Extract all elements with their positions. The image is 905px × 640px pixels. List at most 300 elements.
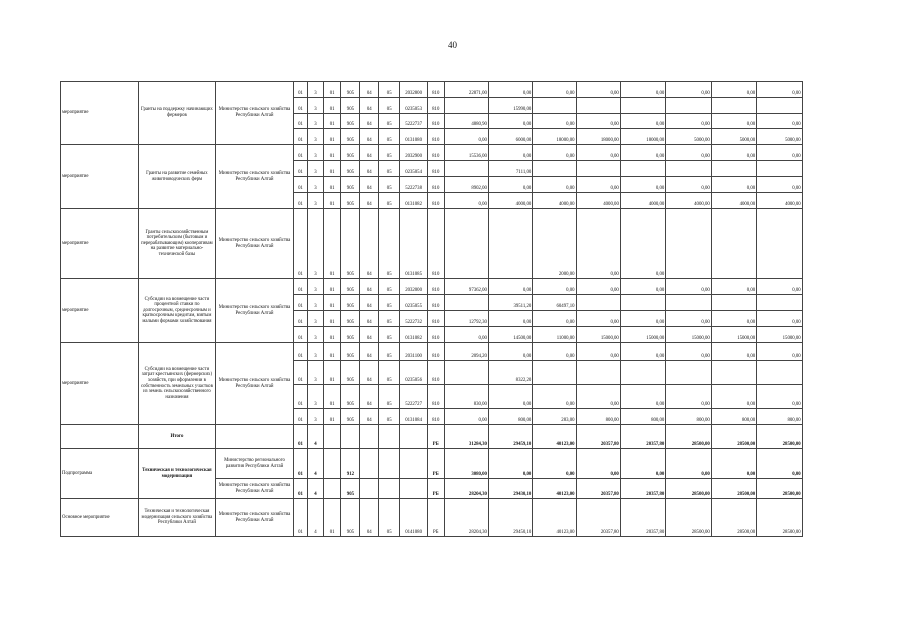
code-cell: 3 <box>308 385 324 409</box>
value-cell: 0,00 <box>757 82 802 98</box>
code-cell: 01 <box>293 425 307 449</box>
code-cell: 01 <box>293 361 307 385</box>
value-cell: 0,00 <box>666 177 711 193</box>
responsible-ministry: Министерство сельского хозяйства Республики Алтай <box>216 279 294 343</box>
code-cell: 3 <box>308 279 324 295</box>
code-cell: 01 <box>293 129 307 145</box>
value-cell: 29450,10 <box>488 499 532 537</box>
code-cell: 01 <box>293 479 307 499</box>
code-cell: 01 <box>293 193 307 209</box>
value-cell: 0,00 <box>444 409 488 425</box>
code-cell: 04 <box>360 361 379 385</box>
code-cell: 810 <box>427 129 444 145</box>
code-cell: 2032900 <box>400 145 428 161</box>
value-cell: 0,00 <box>620 145 665 161</box>
code-cell: 01 <box>323 279 341 295</box>
value-cell <box>711 361 756 385</box>
code-cell: 01 <box>323 499 341 537</box>
code-cell: 04 <box>360 385 379 409</box>
value-cell: 97362,00 <box>444 279 488 295</box>
row-title: Гранты на развитие семейных животноводческих ферм <box>138 145 216 209</box>
code-cell: 01 <box>293 385 307 409</box>
value-cell: 0,00 <box>576 449 620 479</box>
code-cell: 05 <box>379 343 400 361</box>
code-cell: 01 <box>323 209 341 279</box>
value-cell: 0,00 <box>533 279 576 295</box>
code-cell: 01 <box>293 449 307 479</box>
value-cell: 29459,10 <box>488 425 532 449</box>
table-row <box>61 145 845 161</box>
value-cell <box>576 295 620 311</box>
value-cell <box>620 161 665 177</box>
value-cell: 15000,00 <box>576 327 620 343</box>
value-cell: 0,00 <box>533 311 576 327</box>
value-cell: 800,00 <box>620 409 665 425</box>
code-cell: 905 <box>341 327 360 343</box>
value-cell: 28500,00 <box>757 425 802 449</box>
value-cell <box>711 161 756 177</box>
value-cell: 0,00 <box>488 449 532 479</box>
code-cell: РБ <box>427 479 444 499</box>
value-cell: 0,00 <box>711 343 756 361</box>
responsible-ministry: Министерство сельского хозяйства Республики Алтай <box>216 499 294 537</box>
value-cell: 0,00 <box>576 145 620 161</box>
value-cell: 28500,00 <box>757 499 802 537</box>
row-title: Итого <box>138 425 216 449</box>
value-cell: 6000,00 <box>488 129 532 145</box>
code-cell: 01 <box>323 343 341 361</box>
code-cell: 3 <box>308 311 324 327</box>
code-cell <box>400 479 428 499</box>
code-cell: 4 <box>308 449 324 479</box>
row-title: Гранты сельскохозяйственным потребительским (бытовым и перерабатывающим) кооперативам на развитие материально-технической базы <box>138 209 216 279</box>
value-cell: 11000,00 <box>533 327 576 343</box>
value-cell: 4000,00 <box>711 193 756 209</box>
value-cell: 0,00 <box>576 177 620 193</box>
code-cell: 905 <box>341 98 360 114</box>
value-cell: 0,00 <box>757 311 802 327</box>
code-cell: 3 <box>308 114 324 129</box>
value-cell: 0,00 <box>533 177 576 193</box>
code-cell: 3 <box>308 129 324 145</box>
code-cell: 04 <box>360 114 379 129</box>
value-cell: 4000,00 <box>488 193 532 209</box>
value-cell: 0,00 <box>488 385 532 409</box>
value-cell <box>620 295 665 311</box>
value-cell: 0,00 <box>757 114 802 129</box>
code-cell: 05 <box>379 82 400 98</box>
value-cell: 15000,00 <box>711 327 756 343</box>
code-cell: 905 <box>341 177 360 193</box>
code-cell: 3 <box>308 161 324 177</box>
code-cell: 04 <box>360 409 379 425</box>
value-cell: 4000,00 <box>757 193 802 209</box>
value-cell: 0,00 <box>620 114 665 129</box>
value-cell: 0,00 <box>576 114 620 129</box>
budget-table <box>60 81 845 537</box>
code-cell: 01 <box>293 98 307 114</box>
code-cell <box>379 449 400 479</box>
value-cell <box>757 98 802 114</box>
code-cell: 01 <box>323 161 341 177</box>
code-cell: 905 <box>341 311 360 327</box>
code-cell: 0235054 <box>400 161 428 177</box>
code-cell: 810 <box>427 295 444 311</box>
code-cell <box>323 425 341 449</box>
value-cell: 0,00 <box>711 385 756 409</box>
code-cell <box>323 449 341 479</box>
code-cell: 3 <box>308 193 324 209</box>
value-cell: 20357,80 <box>620 499 665 537</box>
responsible-ministry: Министерство сельского хозяйства Республики Алтай <box>216 479 294 499</box>
value-cell: 28204,30 <box>444 479 488 499</box>
code-cell: 04 <box>360 499 379 537</box>
code-cell: 0131084 <box>400 409 428 425</box>
row-type-label: мероприятие <box>61 145 139 209</box>
value-cell <box>533 98 576 114</box>
value-cell: 0,00 <box>533 449 576 479</box>
code-cell: 810 <box>427 311 444 327</box>
code-cell: 01 <box>293 499 307 537</box>
value-cell <box>444 161 488 177</box>
code-cell: 0141080 <box>400 499 428 537</box>
row-type-label: Основное мероприятие <box>61 499 139 537</box>
value-cell: 0,00 <box>488 177 532 193</box>
code-cell: 05 <box>379 295 400 311</box>
table-row <box>61 279 845 295</box>
code-cell: 04 <box>360 327 379 343</box>
code-cell: 01 <box>293 295 307 311</box>
value-cell: 4000,00 <box>620 193 665 209</box>
code-cell: 04 <box>360 98 379 114</box>
value-cell: 0,00 <box>620 311 665 327</box>
value-cell: 0,00 <box>488 343 532 361</box>
code-cell: 05 <box>379 129 400 145</box>
value-cell: 800,00 <box>488 409 532 425</box>
table-row <box>61 82 845 98</box>
code-cell: 3 <box>308 82 324 98</box>
value-cell <box>666 209 711 279</box>
code-cell: 01 <box>323 385 341 409</box>
value-cell: 0,00 <box>620 279 665 295</box>
code-cell: 01 <box>293 114 307 129</box>
code-cell: 3 <box>308 327 324 343</box>
code-cell: 5222732 <box>400 311 428 327</box>
code-cell: 905 <box>341 295 360 311</box>
code-cell: 810 <box>427 193 444 209</box>
value-cell: 0,00 <box>666 145 711 161</box>
code-cell: 05 <box>379 409 400 425</box>
code-cell: 01 <box>293 161 307 177</box>
code-cell: 905 <box>341 114 360 129</box>
value-cell: 0,00 <box>620 385 665 409</box>
code-cell: 01 <box>293 209 307 279</box>
code-cell <box>400 449 428 479</box>
code-cell: 04 <box>360 177 379 193</box>
code-cell: 04 <box>360 209 379 279</box>
code-cell: 905 <box>341 279 360 295</box>
table-row <box>61 499 845 537</box>
code-cell: 0131085 <box>400 209 428 279</box>
code-cell: 05 <box>379 209 400 279</box>
table-row <box>61 449 845 479</box>
value-cell: 4000,00 <box>666 193 711 209</box>
code-cell: 05 <box>379 193 400 209</box>
code-cell: 810 <box>427 114 444 129</box>
value-cell: 18000,00 <box>533 129 576 145</box>
code-cell: 04 <box>360 145 379 161</box>
code-cell: 05 <box>379 327 400 343</box>
value-cell: 0,00 <box>533 343 576 361</box>
value-cell <box>757 295 802 311</box>
code-cell: 905 <box>341 161 360 177</box>
code-cell: 05 <box>379 145 400 161</box>
code-cell: 905 <box>341 385 360 409</box>
code-cell: 04 <box>360 161 379 177</box>
row-title: Гранты на поддержку начинающих фермеров <box>138 82 216 145</box>
value-cell: 0,00 <box>444 327 488 343</box>
code-cell: 810 <box>427 145 444 161</box>
code-cell: 01 <box>293 82 307 98</box>
value-cell: 0,00 <box>711 311 756 327</box>
value-cell: 39511,20 <box>488 295 532 311</box>
code-cell: 01 <box>323 327 341 343</box>
value-cell: 28500,00 <box>666 425 711 449</box>
value-cell: 28204,30 <box>444 499 488 537</box>
row-title: Техническая и технологическая модернизация <box>138 449 216 499</box>
code-cell: 3 <box>308 343 324 361</box>
value-cell: 22871,00 <box>444 82 488 98</box>
code-cell: 0235056 <box>400 361 428 385</box>
value-cell: 15000,00 <box>620 327 665 343</box>
value-cell: 40123,00 <box>533 425 576 449</box>
value-cell: 0,00 <box>533 385 576 409</box>
value-cell: 0,00 <box>711 82 756 98</box>
value-cell: 0,00 <box>666 311 711 327</box>
value-cell: 8322,20 <box>488 361 532 385</box>
responsible-ministry: Министерство сельского хозяйства Республики Алтай <box>216 82 294 145</box>
value-cell: 14500,00 <box>488 327 532 343</box>
value-cell: 0,00 <box>666 449 711 479</box>
code-cell: 810 <box>427 161 444 177</box>
value-cell: 20357,80 <box>576 479 620 499</box>
value-cell: 20357,80 <box>620 425 665 449</box>
row-type-label: мероприятие <box>61 209 139 279</box>
table-row <box>61 209 845 279</box>
value-cell: 31284,30 <box>444 425 488 449</box>
value-cell: 0,00 <box>488 82 532 98</box>
value-cell: 0,00 <box>620 209 665 279</box>
code-cell: 01 <box>323 361 341 385</box>
code-cell <box>379 425 400 449</box>
code-cell: 0235053 <box>400 98 428 114</box>
value-cell: 0,00 <box>666 385 711 409</box>
value-cell <box>488 209 532 279</box>
code-cell: 3 <box>308 145 324 161</box>
code-cell <box>360 479 379 499</box>
code-cell: 04 <box>360 295 379 311</box>
code-cell: 810 <box>427 209 444 279</box>
value-cell: 0,00 <box>620 449 665 479</box>
value-cell: 15000,00 <box>666 327 711 343</box>
code-cell <box>360 449 379 479</box>
code-cell: 810 <box>427 177 444 193</box>
code-cell: 04 <box>360 343 379 361</box>
code-cell: 5222738 <box>400 177 428 193</box>
code-cell: 01 <box>293 177 307 193</box>
row-title: Субсидии на возмещение части затрат крестьянских (фермерских) хозяйств, при оформлении в собственность земельных участков из земель сельскохозяйственного назначения <box>138 343 216 425</box>
code-cell: 2032800 <box>400 82 428 98</box>
code-cell: 905 <box>341 409 360 425</box>
code-cell: 01 <box>323 129 341 145</box>
code-cell: 3 <box>308 361 324 385</box>
value-cell: 0,00 <box>444 129 488 145</box>
value-cell: 0,00 <box>488 145 532 161</box>
responsible-ministry: Министерство сельского хозяйства Республики Алтай <box>216 209 294 279</box>
value-cell: 0,00 <box>576 279 620 295</box>
code-cell: 01 <box>293 343 307 361</box>
value-cell: 12792,30 <box>444 311 488 327</box>
value-cell: 15536,00 <box>444 145 488 161</box>
row-title: Субсидии на возмещение части процентной ставки по долгосрочным, среднесрочным и краткосрочным кредитам, взятым малыми формами хозяйствования <box>138 279 216 343</box>
code-cell: 05 <box>379 161 400 177</box>
value-cell: 0,00 <box>757 145 802 161</box>
value-cell: 2094,20 <box>444 343 488 361</box>
code-cell: 01 <box>293 145 307 161</box>
value-cell: 29430,10 <box>488 479 532 499</box>
code-cell: 810 <box>427 98 444 114</box>
code-cell <box>379 479 400 499</box>
value-cell: 28500,00 <box>711 499 756 537</box>
code-cell: 810 <box>427 327 444 343</box>
code-cell: 05 <box>379 499 400 537</box>
code-cell: 05 <box>379 98 400 114</box>
value-cell: 18000,00 <box>620 129 665 145</box>
code-cell: 912 <box>341 449 360 479</box>
page-number: 40 <box>448 40 457 50</box>
code-cell: 3 <box>308 409 324 425</box>
code-cell: 0235055 <box>400 295 428 311</box>
value-cell: 0,00 <box>711 449 756 479</box>
code-cell: 01 <box>323 295 341 311</box>
code-cell: 4 <box>308 425 324 449</box>
code-cell: РБ <box>427 425 444 449</box>
value-cell: 0,00 <box>488 311 532 327</box>
value-cell <box>533 161 576 177</box>
value-cell <box>711 98 756 114</box>
value-cell <box>533 361 576 385</box>
value-cell <box>444 98 488 114</box>
value-cell: 0,00 <box>533 82 576 98</box>
value-cell: 0,00 <box>711 279 756 295</box>
value-cell: 800,00 <box>576 409 620 425</box>
value-cell: 0,00 <box>711 145 756 161</box>
value-cell: 0,00 <box>757 279 802 295</box>
value-cell <box>711 295 756 311</box>
value-cell: 800,00 <box>757 409 802 425</box>
code-cell: 05 <box>379 279 400 295</box>
code-cell <box>360 425 379 449</box>
responsible-ministry: Министерство сельского хозяйства Республики Алтай <box>216 343 294 425</box>
value-cell: 28500,00 <box>711 425 756 449</box>
code-cell: 04 <box>360 129 379 145</box>
code-cell: 3 <box>308 295 324 311</box>
value-cell <box>576 161 620 177</box>
code-cell: 905 <box>341 145 360 161</box>
value-cell: 4000,00 <box>576 193 620 209</box>
code-cell: 2032000 <box>400 279 428 295</box>
row-title: Техническая и технологическая модернизация сельского хозяйства Республики Алтай <box>138 499 216 537</box>
code-cell: 0131082 <box>400 327 428 343</box>
value-cell: 15000,00 <box>757 327 802 343</box>
value-cell: 800,00 <box>711 409 756 425</box>
value-cell: 0,00 <box>666 114 711 129</box>
code-cell: 905 <box>341 82 360 98</box>
value-cell: 2000,00 <box>533 209 576 279</box>
value-cell: 40123,00 <box>533 479 576 499</box>
value-cell: 0,00 <box>576 209 620 279</box>
row-type-label: мероприятие <box>61 82 139 145</box>
code-cell: 810 <box>427 82 444 98</box>
value-cell: 3080,00 <box>444 449 488 479</box>
value-cell: 283,00 <box>533 409 576 425</box>
responsible-ministry: Министерство регионального развития Республики Алтай <box>216 449 294 479</box>
code-cell: 05 <box>379 114 400 129</box>
value-cell: 28500,00 <box>757 479 802 499</box>
code-cell: 01 <box>293 311 307 327</box>
value-cell: 15990,00 <box>488 98 532 114</box>
code-cell: 01 <box>323 177 341 193</box>
code-cell: 0131082 <box>400 193 428 209</box>
value-cell: 8902,00 <box>444 177 488 193</box>
code-cell: 905 <box>341 479 360 499</box>
code-cell: 810 <box>427 343 444 361</box>
value-cell: 4880,90 <box>444 114 488 129</box>
code-cell: 04 <box>360 279 379 295</box>
value-cell <box>757 361 802 385</box>
value-cell: 0,00 <box>620 177 665 193</box>
value-cell: 28500,00 <box>666 479 711 499</box>
code-cell: 01 <box>293 409 307 425</box>
value-cell <box>576 361 620 385</box>
code-cell <box>341 425 360 449</box>
value-cell: 0,00 <box>533 114 576 129</box>
value-cell: 0,00 <box>576 82 620 98</box>
value-cell <box>444 295 488 311</box>
value-cell <box>666 361 711 385</box>
value-cell <box>576 98 620 114</box>
value-cell: 0,00 <box>620 343 665 361</box>
value-cell <box>666 98 711 114</box>
row-type-label: мероприятие <box>61 343 139 425</box>
code-cell: 05 <box>379 177 400 193</box>
value-cell: 0,00 <box>757 177 802 193</box>
value-cell: 0,00 <box>620 82 665 98</box>
code-cell: 810 <box>427 409 444 425</box>
code-cell: 810 <box>427 279 444 295</box>
value-cell: 0,00 <box>757 449 802 479</box>
code-cell <box>323 479 341 499</box>
value-cell: 5000,00 <box>711 129 756 145</box>
code-cell: 01 <box>323 193 341 209</box>
code-cell: 5222727 <box>400 385 428 409</box>
code-cell: 04 <box>360 311 379 327</box>
value-cell: 0,00 <box>576 311 620 327</box>
code-cell: 01 <box>323 145 341 161</box>
code-cell: 05 <box>379 361 400 385</box>
code-cell: 905 <box>341 343 360 361</box>
code-cell: 01 <box>323 114 341 129</box>
